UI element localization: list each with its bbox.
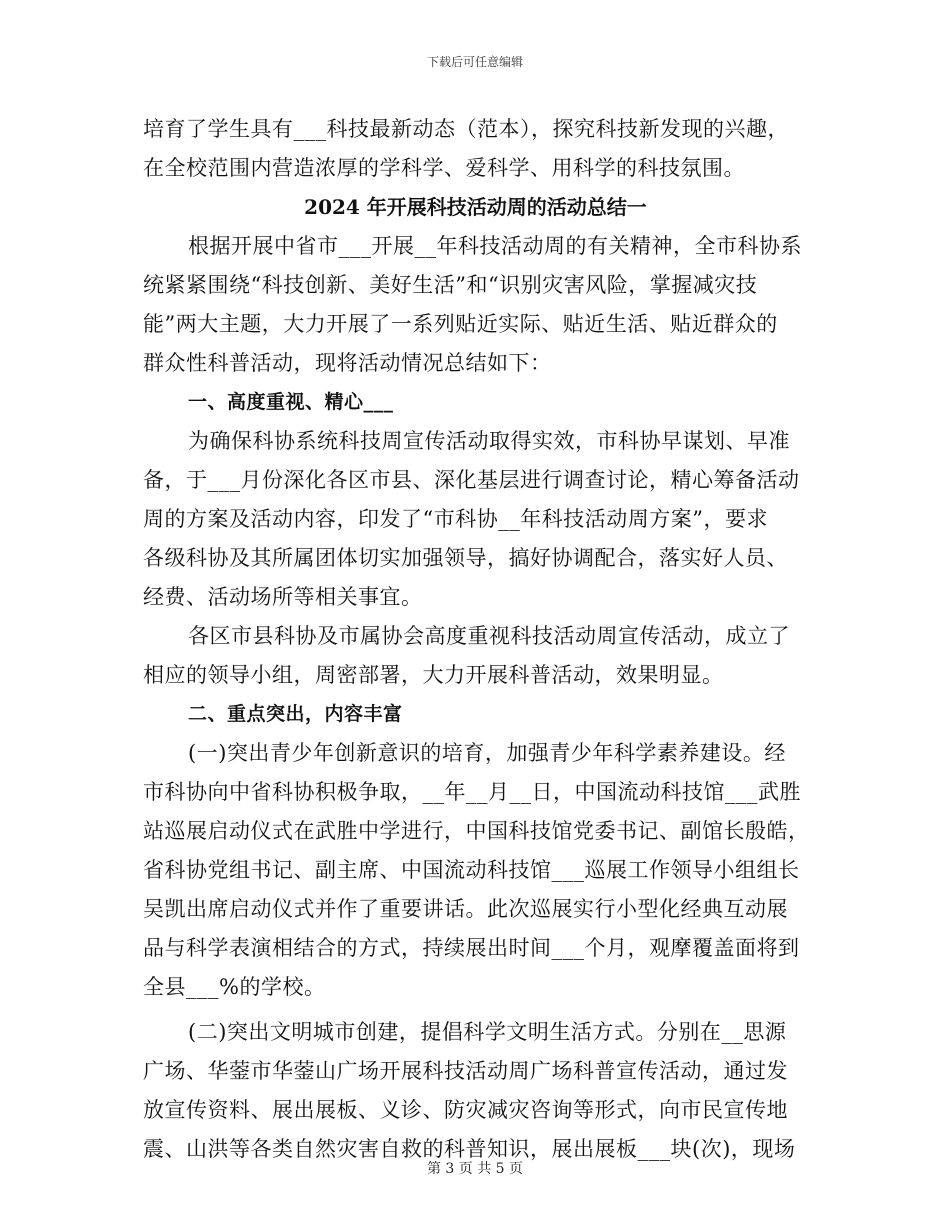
- text-line: 全县___%的学校。: [143, 975, 326, 999]
- text-line: 放宣传资料、展出展板、义诊、防灾减灾咨询等形式，向市民宣传地: [143, 1098, 788, 1122]
- text-line: 省科协党组书记、副主席、中国流动科技馆___巡展工作领导小组组长: [143, 858, 800, 882]
- text-line: 根据开展中省市___开展__年科技活动周的有关精神，全市科协系: [188, 234, 802, 258]
- text-line: 周的方案及活动内容，印发了“市科协__年科技活动周方案”，要求: [143, 507, 768, 531]
- text-line: 各区市县科协及市属协会高度重视科技活动周宣传活动，成立了: [188, 624, 790, 648]
- text-line: 在全校范围内营造浓厚的学科学、爱科学、用科学的科技氛围。: [143, 156, 745, 180]
- section-title: 2024 年开展科技活动周的活动总结一: [304, 195, 647, 219]
- text-line: 为确保科协系统科技周宣传活动取得实效，市科协早谋划、早准: [188, 429, 790, 453]
- heading-1: 一、高度重视、精心___: [188, 391, 394, 413]
- text-line: 广场、华蓥市华蓥山广场开展科技活动周广场科普宣传活动，通过发: [143, 1059, 788, 1083]
- text-line: 吴凯出席启动仪式并作了重要讲话。此次巡展实行小型化经典互动展: [143, 897, 788, 921]
- text-line: 统紧紧围绕“科技创新、美好生活”和“识别灾害风险，掌握减灾技: [143, 273, 758, 297]
- text-line: 各级科协及其所属团体切实加强领导，搞好协调配合，落实好人员、: [143, 546, 788, 570]
- text-line: 站巡展启动仪式在武胜中学进行，中国科技馆党委书记、副馆长殷皓，: [143, 819, 810, 843]
- page-footer: 第 3 页 共 5 页: [426, 1161, 524, 1177]
- text-line: 相应的领导小组，周密部署，大力开展科普活动，效果明显。: [143, 663, 724, 687]
- text-line: 备，于___月份深化各区市县、深化基层进行调查讨论，精心筹备活动: [143, 468, 800, 492]
- text-line: 培育了学生具有___科技最新动态（范本），探究科技新发现的兴趣，: [143, 117, 789, 141]
- text-line: 市科协向中省科协积极争取，__年__月__日，中国流动科技馆___武胜: [143, 780, 801, 804]
- text-line: 能”两大主题，大力开展了一系列贴近实际、贴近生活、贴近群众的: [143, 312, 778, 336]
- text-line: 震、山洪等各类自然灾害自救的科普知识，展出展板___块(次)，现场: [143, 1137, 796, 1161]
- heading-2: 二、重点突出，内容丰富: [188, 703, 403, 725]
- text-line: (二)突出文明城市创建，提倡科学文明生活方式。分别在__思源: [188, 1020, 787, 1044]
- page-header: 下载后可任意编辑: [426, 55, 523, 69]
- document-body: [143, 110, 808, 1169]
- text-line: 品与科学表演相结合的方式，持续展出时间___个月，观摩覆盖面将到: [143, 936, 800, 960]
- text-line: 经费、活动场所等相关事宜。: [143, 585, 423, 609]
- text-line: (一)突出青少年创新意识的培育，加强青少年科学素养建设。经: [188, 741, 786, 765]
- text-line: 群众性科普活动，现将活动情况总结如下：: [143, 351, 552, 375]
